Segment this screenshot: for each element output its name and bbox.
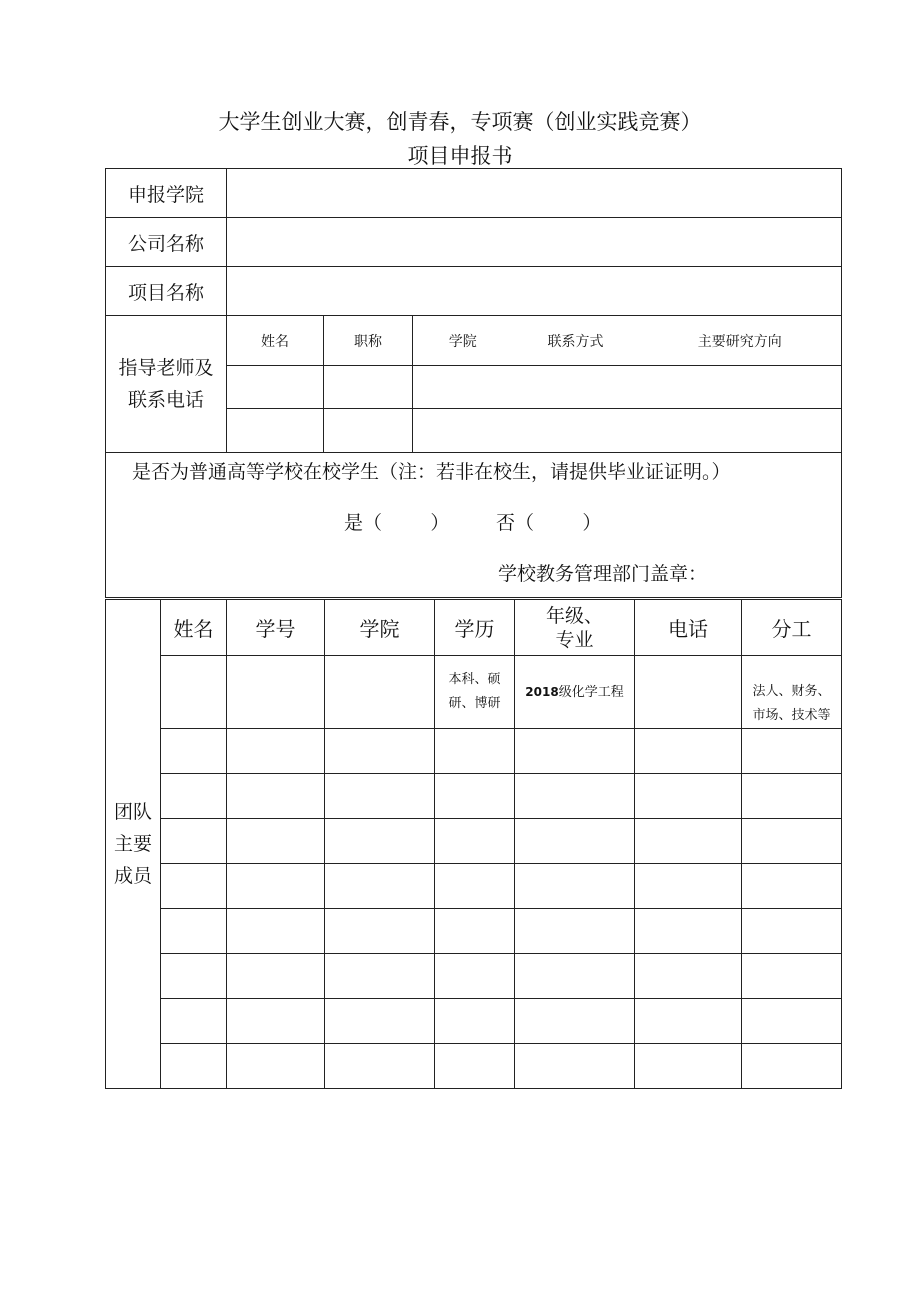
team-member-row: [106, 864, 842, 909]
member-id-cell[interactable]: [227, 954, 325, 999]
member-name-cell[interactable]: [161, 864, 227, 909]
member-role-cell[interactable]: [742, 909, 842, 954]
advisor-header-contact: 联系方式: [513, 316, 639, 366]
member-role-example[interactable]: [742, 656, 842, 729]
team-members-table: [105, 599, 842, 1089]
member-grade-cell[interactable]: [515, 954, 635, 999]
member-phone-cell[interactable]: [635, 999, 742, 1044]
team-header-grade-line2: 专业: [555, 628, 594, 651]
member-degree-cell[interactable]: [435, 729, 515, 774]
application-info-table: [105, 168, 842, 598]
member-grade-cell[interactable]: [515, 864, 635, 909]
member-college-cell[interactable]: [325, 774, 435, 819]
member-phone-cell[interactable]: [635, 729, 742, 774]
project-field[interactable]: [227, 267, 842, 316]
degree-example-line1: 本科、硕: [448, 672, 501, 687]
member-college-cell[interactable]: [325, 656, 435, 729]
team-example-row: [106, 656, 842, 729]
team-header-role: 分工: [742, 600, 842, 656]
member-role-cell[interactable]: [742, 774, 842, 819]
team-header-college: 学院: [325, 600, 435, 656]
student-status-yes[interactable]: 是（ ）: [344, 512, 450, 534]
member-name-cell[interactable]: [161, 954, 227, 999]
team-member-row: [106, 1044, 842, 1089]
member-role-cell[interactable]: [742, 819, 842, 864]
member-college-cell[interactable]: [325, 819, 435, 864]
member-grade-cell[interactable]: [515, 729, 635, 774]
member-college-cell[interactable]: [325, 909, 435, 954]
advisor-header-row: [106, 316, 842, 366]
member-grade-example[interactable]: [515, 656, 635, 729]
member-college-cell[interactable]: [325, 729, 435, 774]
advisor-name-cell[interactable]: [227, 409, 324, 453]
member-degree-cell[interactable]: [435, 954, 515, 999]
member-role-cell[interactable]: [742, 999, 842, 1044]
college-row: [106, 169, 842, 218]
member-degree-cell[interactable]: [435, 999, 515, 1044]
member-role-cell[interactable]: [742, 864, 842, 909]
form-subtitle: 项目申报书: [407, 144, 513, 168]
member-name-cell[interactable]: [161, 1044, 227, 1089]
team-header-degree: 学历: [435, 600, 515, 656]
member-grade-cell[interactable]: [515, 819, 635, 864]
advisor-header-title: 职称: [324, 316, 413, 366]
company-row: [106, 218, 842, 267]
team-header-name: 姓名: [161, 600, 227, 656]
member-college-cell[interactable]: [325, 954, 435, 999]
member-college-cell[interactable]: [325, 864, 435, 909]
team-member-row: [106, 729, 842, 774]
advisor-details-cell[interactable]: [413, 366, 842, 409]
team-side-label-line1: 团队: [113, 801, 152, 823]
advisor-header-research: 主要研究方向: [639, 316, 842, 366]
member-grade-cell[interactable]: [515, 909, 635, 954]
advisor-label-line1: 指导老师及: [118, 357, 214, 379]
member-phone-cell[interactable]: [635, 656, 742, 729]
advisor-header-college: 学院: [413, 316, 513, 366]
team-member-row: [106, 774, 842, 819]
school-seal-label: 学校教务管理部门盖章：: [498, 563, 708, 585]
member-id-cell[interactable]: [227, 729, 325, 774]
member-college-cell[interactable]: [325, 1044, 435, 1089]
team-header-grade-line1: 年级、: [545, 604, 603, 627]
team-member-row: [106, 819, 842, 864]
team-header-grade: [515, 600, 635, 656]
project-label: 项目名称: [106, 267, 227, 316]
member-grade-cell[interactable]: [515, 774, 635, 819]
college-field[interactable]: [227, 169, 842, 218]
member-degree-cell[interactable]: [435, 864, 515, 909]
advisor-label-line2: 联系电话: [127, 389, 204, 411]
member-grade-cell[interactable]: [515, 999, 635, 1044]
member-id-cell[interactable]: [227, 864, 325, 909]
team-member-row: [106, 954, 842, 999]
member-id-cell[interactable]: [227, 909, 325, 954]
team-member-row: [106, 999, 842, 1044]
student-status-cell: [106, 453, 842, 598]
member-name-cell[interactable]: [161, 774, 227, 819]
member-role-cell[interactable]: [742, 954, 842, 999]
advisor-details-cell[interactable]: [413, 409, 842, 453]
member-degree-cell[interactable]: [435, 1044, 515, 1089]
company-field[interactable]: [227, 218, 842, 267]
member-id-cell[interactable]: [227, 1044, 325, 1089]
member-phone-cell[interactable]: [635, 864, 742, 909]
member-phone-cell[interactable]: [635, 954, 742, 999]
team-side-label-line2: 主要: [113, 833, 152, 855]
member-phone-cell[interactable]: [635, 774, 742, 819]
member-id-cell[interactable]: [227, 999, 325, 1044]
member-name-cell[interactable]: [161, 819, 227, 864]
member-phone-cell[interactable]: [635, 1044, 742, 1089]
advisor-name-cell[interactable]: [227, 366, 324, 409]
advisor-label: [106, 316, 227, 453]
member-role-cell[interactable]: [742, 1044, 842, 1089]
role-example-line2: 市场、技术等: [752, 708, 831, 723]
team-member-row: [106, 909, 842, 954]
student-status-row: [106, 453, 842, 598]
member-degree-cell[interactable]: [435, 774, 515, 819]
advisor-title-cell[interactable]: [324, 409, 413, 453]
member-grade-cell[interactable]: [515, 1044, 635, 1089]
member-name-cell[interactable]: [161, 656, 227, 729]
advisor-header-name: 姓名: [227, 316, 324, 366]
member-degree-cell[interactable]: [435, 909, 515, 954]
member-name-cell[interactable]: [161, 729, 227, 774]
role-example-line1: 法人、财务、: [752, 684, 831, 699]
member-phone-cell[interactable]: [635, 909, 742, 954]
member-phone-cell[interactable]: [635, 819, 742, 864]
project-row: [106, 267, 842, 316]
team-header-row: [106, 600, 842, 656]
college-label: 申报学院: [106, 169, 227, 218]
grade-example-major: 级化学工程: [558, 685, 624, 700]
degree-example-line2: 研、博研: [448, 696, 501, 711]
form-title: 大学生创业大赛，创青春，专项赛（创业实践竞赛）: [218, 110, 702, 134]
member-college-cell[interactable]: [325, 999, 435, 1044]
team-side-label: [106, 600, 161, 1089]
team-header-phone: 电话: [635, 600, 742, 656]
member-id-cell[interactable]: [227, 819, 325, 864]
member-id-cell[interactable]: [227, 774, 325, 819]
company-label: 公司名称: [106, 218, 227, 267]
member-degree-example[interactable]: [435, 656, 515, 729]
member-name-cell[interactable]: [161, 999, 227, 1044]
team-header-student-id: 学号: [227, 600, 325, 656]
member-degree-cell[interactable]: [435, 819, 515, 864]
member-id-cell[interactable]: [227, 656, 325, 729]
advisor-title-cell[interactable]: [324, 366, 413, 409]
team-side-label-line3: 成员: [113, 865, 152, 887]
member-role-cell[interactable]: [742, 729, 842, 774]
student-status-question: 是否为普通高等学校在校学生（注：若非在校生，请提供毕业证证明。）: [132, 461, 731, 483]
student-status-no[interactable]: 否（ ）: [496, 512, 602, 534]
grade-example-year: 2018: [525, 685, 559, 699]
member-name-cell[interactable]: [161, 909, 227, 954]
